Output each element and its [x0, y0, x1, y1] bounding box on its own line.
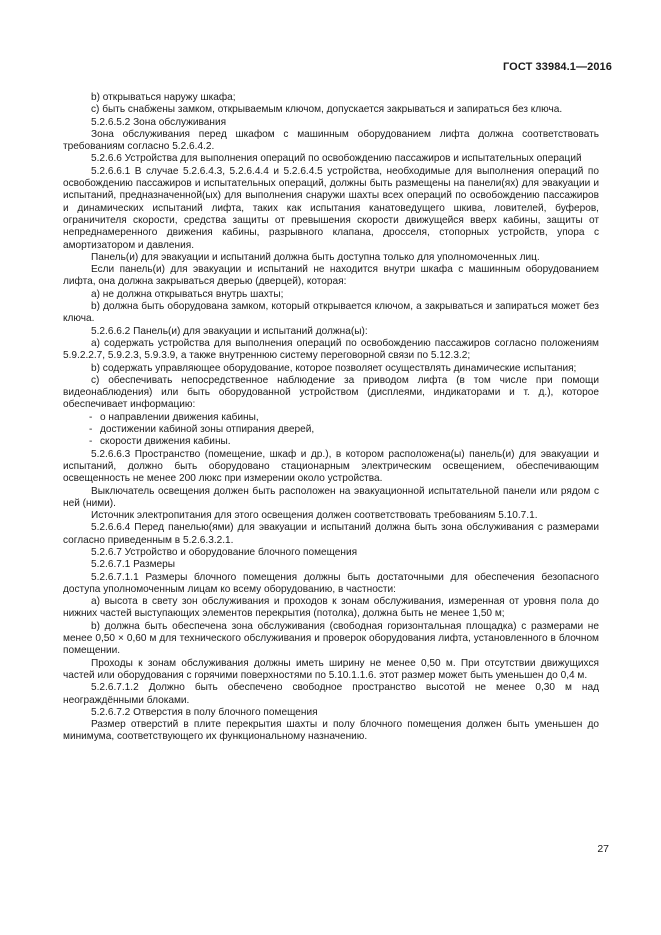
paragraph [63, 153, 599, 165]
paragraph-text: Источник электропитания для этого освещения должен соответствовать требованиям 5.10.7.1. [91, 510, 538, 522]
paragraph-text: b) содержать управляющее оборудование, которое позволяет осуществлять динамические испытания; [91, 362, 577, 374]
paragraph-text: 5.2.6.6.2 Панель(и) для эвакуации и испытаний должна(ы): [91, 325, 368, 337]
paragraph [63, 572, 599, 597]
paragraph-text: Размер отверстий в плите перекрытия шахты и полу блочного помещения должен быть уменьшен до минимума, соответствующего их функциональному назначению. [63, 719, 599, 743]
paragraph-text: Зона обслуживания перед шкафом с машинным оборудованием лифта должна соответствовать требованиям согласно 5.2.6.4.2. [63, 128, 599, 153]
paragraph-text: b) открываться наружу шкафа; [91, 92, 236, 103]
paragraph-text: достижении кабиной зоны отпирания дверей, [100, 424, 315, 436]
paragraph-text: b) должна быть обеспечена зона обслуживания (свободная горизонтальная площадка) с размерами не менее 0,50 × 0,60 м для технического обслуживания и проверок оборудования лифта, установленного в блочном помещении. [63, 620, 599, 657]
paragraph [63, 486, 599, 511]
paragraph [63, 658, 599, 683]
paragraph [63, 682, 599, 707]
paragraph [63, 92, 599, 104]
paragraph [63, 326, 599, 338]
paragraph [63, 621, 599, 658]
paragraph [63, 264, 599, 289]
paragraph-text: c) обеспечивать непосредственное наблюдение за приводом лифта (в том числе при помощи видеонаблюдения) или быть оборудованной устройством (дисплеями, индикаторами и т. д.), которое обеспечивает информацию: [63, 374, 599, 411]
paragraph [63, 166, 599, 252]
paragraph-text: 5.2.6.7.1.2 Должно быть обеспечено свободное пространство высотой не менее 0,30 м над неограждёнными блоками. [63, 682, 599, 706]
list-item [63, 412, 599, 424]
paragraph-text: a) не должна открываться внутрь шахты; [91, 288, 284, 300]
paragraph-text: 5.2.6.7 Устройство и оборудование блочного помещения [91, 546, 358, 558]
list-item [63, 424, 599, 436]
paragraph [63, 117, 599, 129]
paragraph [63, 559, 599, 571]
paragraph-text: a) содержать устройства для выполнения операций по освобождению пассажиров согласно положениям 5.9.2.2.7, 5.9.2.3, 5.9.3.9, а также внутреннюю систему переговорной связи по 5.12.3.2; [63, 337, 599, 362]
paragraph-text: о направлении движения кабины, [100, 411, 259, 423]
paragraph [63, 510, 599, 522]
paragraph [63, 707, 599, 719]
list-dash: - [89, 411, 93, 423]
paragraph-text: b) должна быть оборудована замком, который открывается ключом, а закрываться и запираться может без ключа. [63, 301, 599, 325]
document-id-header: ГОСТ 33984.1—2016 [502, 61, 612, 73]
paragraph [63, 301, 599, 326]
list-dash: - [89, 424, 93, 436]
paragraph [63, 129, 599, 154]
paragraph-text: 5.2.6.7.1 Размеры [91, 559, 176, 571]
paragraph-text: c) быть снабжены замком, открываемым ключом, допускается закрываться и запираться без ключа. [91, 104, 563, 116]
paragraph [63, 522, 599, 547]
document-body [63, 92, 599, 744]
paragraph-text: скорости движения кабины. [100, 436, 231, 448]
paragraph [63, 547, 599, 559]
paragraph [63, 252, 599, 264]
paragraph [63, 719, 599, 744]
paragraph-text: 5.2.6.6.4 Перед панелью(ями) для эвакуации и испытаний должна быть зона обслуживания с размерами согласно приведенным в 5.2.6.3.2.1. [63, 522, 599, 546]
paragraph-text: Выключатель освещения должен быть расположен на эвакуационной испытательной панели или рядом с ней (ними). [63, 485, 599, 509]
paragraph-text: 5.2.6.7.1.1 Размеры блочного помещения должны быть достаточными для обеспечения безопасного доступа уполномоченным лицам ко всему оборудованию, в частности: [63, 571, 599, 595]
paragraph [63, 596, 599, 621]
paragraph-text: Проходы к зонам обслуживания должны иметь ширину не менее 0,50 м. При отсутствии движущихся частей или оборудования с горячими поверхностями по 5.10.1.1.6. этот размер может быть уменьшен до 0,4 м. [63, 657, 599, 681]
paragraph-text: Если панель(и) для эвакуации и испытаний не находится внутри шкафа с машинным оборудованием лифта, она должна закрываться дверью (дверцей), которая: [63, 264, 599, 288]
paragraph [63, 338, 599, 363]
paragraph-text: 5.2.6.5.2 Зона обслуживания [91, 116, 227, 128]
paragraph [63, 363, 599, 375]
paragraph-text: 5.2.6.7.2 Отверстия в полу блочного помещения [91, 706, 318, 718]
paragraph [63, 104, 599, 116]
paragraph [63, 449, 599, 486]
paragraph [63, 375, 599, 412]
paragraph [63, 289, 599, 301]
paragraph-text: 5.2.6.6 Устройства для выполнения операций по освобождению пассажиров и испытательных операций [91, 153, 582, 165]
paragraph-text: 5.2.6.6.1 В случае 5.2.6.4.3, 5.2.6.4.4 и 5.2.6.4.5 устройства, необходимые для выполнения операций по освобождению пассажиров и испытательных операций, должны быть размещены на панели(ях) для эвакуации и испытаний, предназначенной(ых) для выполнения снаружи шахты всех операций по освобождению пассажиров и динамических испытаний лифта, таких как испытания канатоведущего шкива, ловителей, буферов, ограничителя скорости, средства защиты от превышения скорости движущейся вверх кабины, защиты от непреднамеренного движения кабины, разрывного клапана, дросселя, стопорных устройств, упора с амортизатором и давления. [63, 165, 599, 251]
page-number: 27 [597, 843, 609, 855]
list-item [63, 436, 599, 448]
paragraph-text: a) высота в свету зон обслуживания и проходов к зонам обслуживания, измеренная от уровня пола до нижних частей выступающих элементов перекрытия (потолка), должна быть не менее 1,50 м; [63, 596, 599, 620]
list-dash: - [89, 436, 93, 448]
paragraph-text: 5.2.6.6.3 Пространство (помещение, шкаф и др.), в котором расположена(ы) панель(и) для эвакуации и испытаний, должно быть оборудовано стационарным электрическим освещением, обеспечивающим освещенность не менее 200 люкс при измерении около устройства. [63, 448, 599, 485]
paragraph-text: Панель(и) для эвакуации и испытаний должна быть доступна только для уполномоченных лиц. [91, 251, 540, 263]
